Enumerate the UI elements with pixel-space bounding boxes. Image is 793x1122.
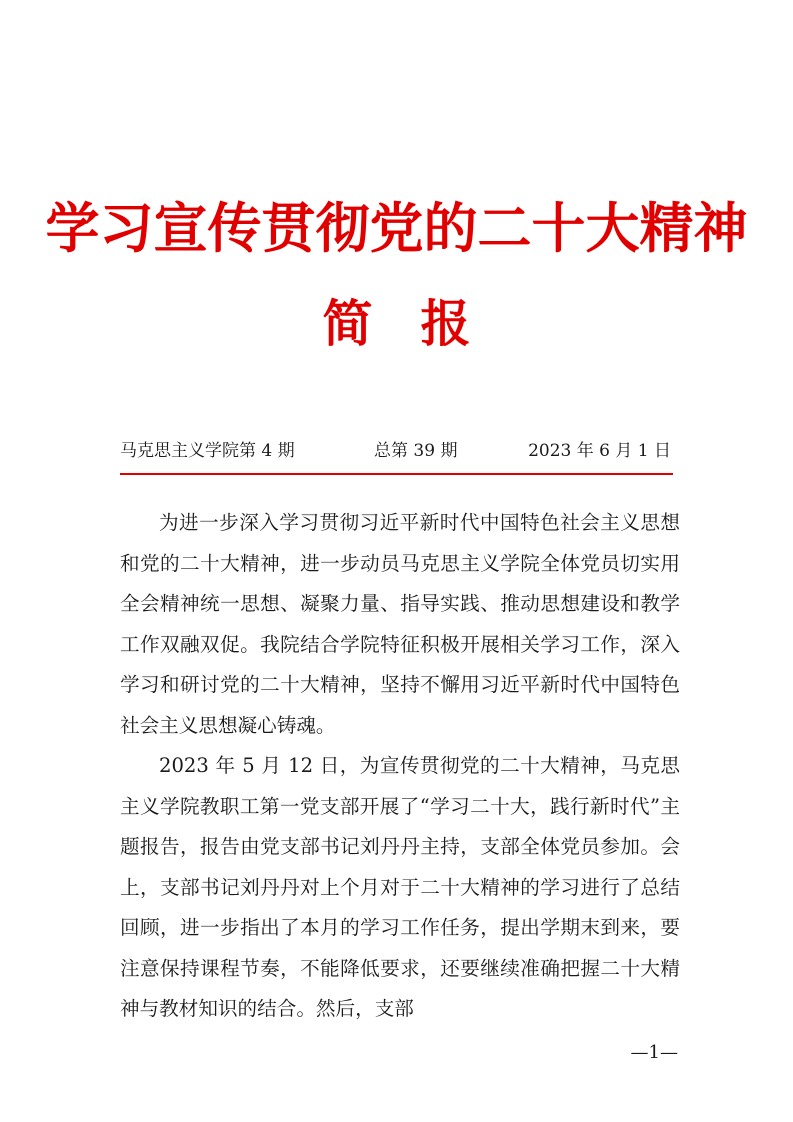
page-number: —1— xyxy=(630,1042,678,1063)
masthead-title: 学习宣传贯彻党的二十大精神 xyxy=(45,196,748,260)
issue-info-line xyxy=(120,436,673,466)
red-divider-line xyxy=(120,473,673,475)
issue-series-number: 马克思主义学院第 4 期 xyxy=(120,441,295,461)
masthead-subtitle: 简报 xyxy=(322,294,519,353)
body-paragraph-2: 2023 年 5 月 12 日，为宣传贯彻党的二十大精神，马克思主义学院教职工第一党支部开展了“学习二十大，践行新时代”主题报告，报告由党支部书记刘丹丹主持，支部全体党员参加。会上，支部书记刘丹丹对上个月对于二十大精神的学习进行了总结回顾，进一步指出了本月的学习工作任务，提出学期末到来，要注意保持课程节奏，不能降低要求，还要继续准确把握二十大精神与教材知识的结合。然后，支部 xyxy=(120,754,680,1020)
article-body xyxy=(120,503,680,1030)
body-paragraph-1: 为进一步深入学习贯彻习近平新时代中国特色社会主义思想和党的二十大精神，进一步动员马克思主义学院全体党员切实用全会精神统一思想、凝聚力量、指导实践、推动思想建设和教学工作双融双促。我院结合学院特征积极开展相关学习工作，深入学习和研讨党的二十大精神，坚持不懈用习近平新时代中国特色社会主义思想凝心铸魂。 xyxy=(120,511,680,737)
issue-total-number: 总第 39 期 xyxy=(374,441,458,461)
issue-date: 2023 年 6 月 1 日 xyxy=(528,441,671,461)
